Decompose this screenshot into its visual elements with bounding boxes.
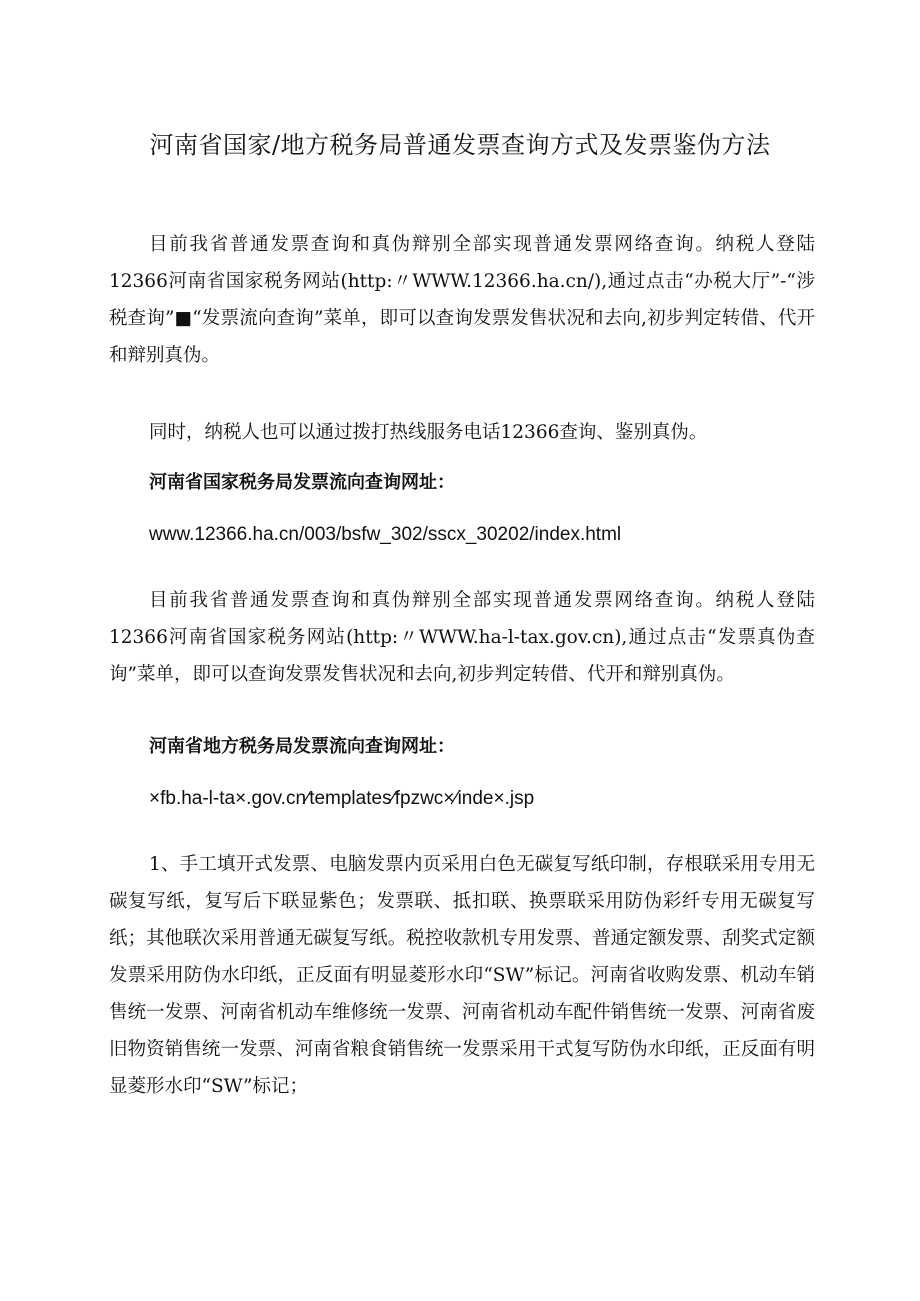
national-query-url: www.12366.ha.cn/003/bsfw_302/sscx_30202/index.html (149, 524, 622, 545)
local-query-url: ×fb.ha-l-ta×.gov.cn∕templates∕fpzwc×∕inde×.jsp (149, 788, 535, 809)
paragraph-hotline: 同时，纳税人也可以通过拨打热线服务电话12366查询、鉴别真伪。 (149, 422, 708, 443)
paragraph-national-query: 目前我省普通发票查询和真伪辩别全部实现普通发票网络查询。纳税人登陆12366河南省国家税务网站(http:〃WWW.12366.ha.cn/),通过点击“办税大厅”-“涉税查询”■“发票流向查询”菜单，即可以查询发票发售状况和去向,初步判定转借、代开和辩别真伪。 (109, 234, 815, 366)
heading-national-url: 河南省国家税务局发票流向查询网址： (149, 472, 455, 493)
heading-local-url: 河南省地方税务局发票流向查询网址： (149, 736, 455, 757)
paragraph-paper-features: 1、手工填开式发票、电脑发票内页采用白色无碳复写纸印制，存根联采用专用无碳复写纸，复写后下联显紫色；发票联、抵扣联、换票联采用防伪彩纤专用无碳复写纸；其他联次采用普通无碳复写纸。税控收款机专用发票、普通定额发票、刮奖式定额发票采用防伪水印纸，正反面有明显菱形水印“SW”标记。河南省收购发票、机动车销售统一发票、河南省机动车维修统一发票、河南省机动车配件销售统一发票、河南省废旧物资销售统一发票、河南省粮食销售统一发票采用干式复写防伪水印纸，正反面有明显菱形水印“SW”标记； (109, 854, 815, 1097)
paragraph-local-query: 目前我省普通发票查询和真伪辩别全部实现普通发票网络查询。纳税人登陆12366河南省国家税务网站(http:〃WWW.ha-l-tax.gov.cn),通过点击“发票真伪查询”菜单，即可以查询发票发售状况和去向,初步判定转借、代开和辩别真伪。 (109, 590, 815, 685)
page-title: 河南省国家/地方税务局普通发票查询方式及发票鉴伪方法 (149, 131, 771, 159)
